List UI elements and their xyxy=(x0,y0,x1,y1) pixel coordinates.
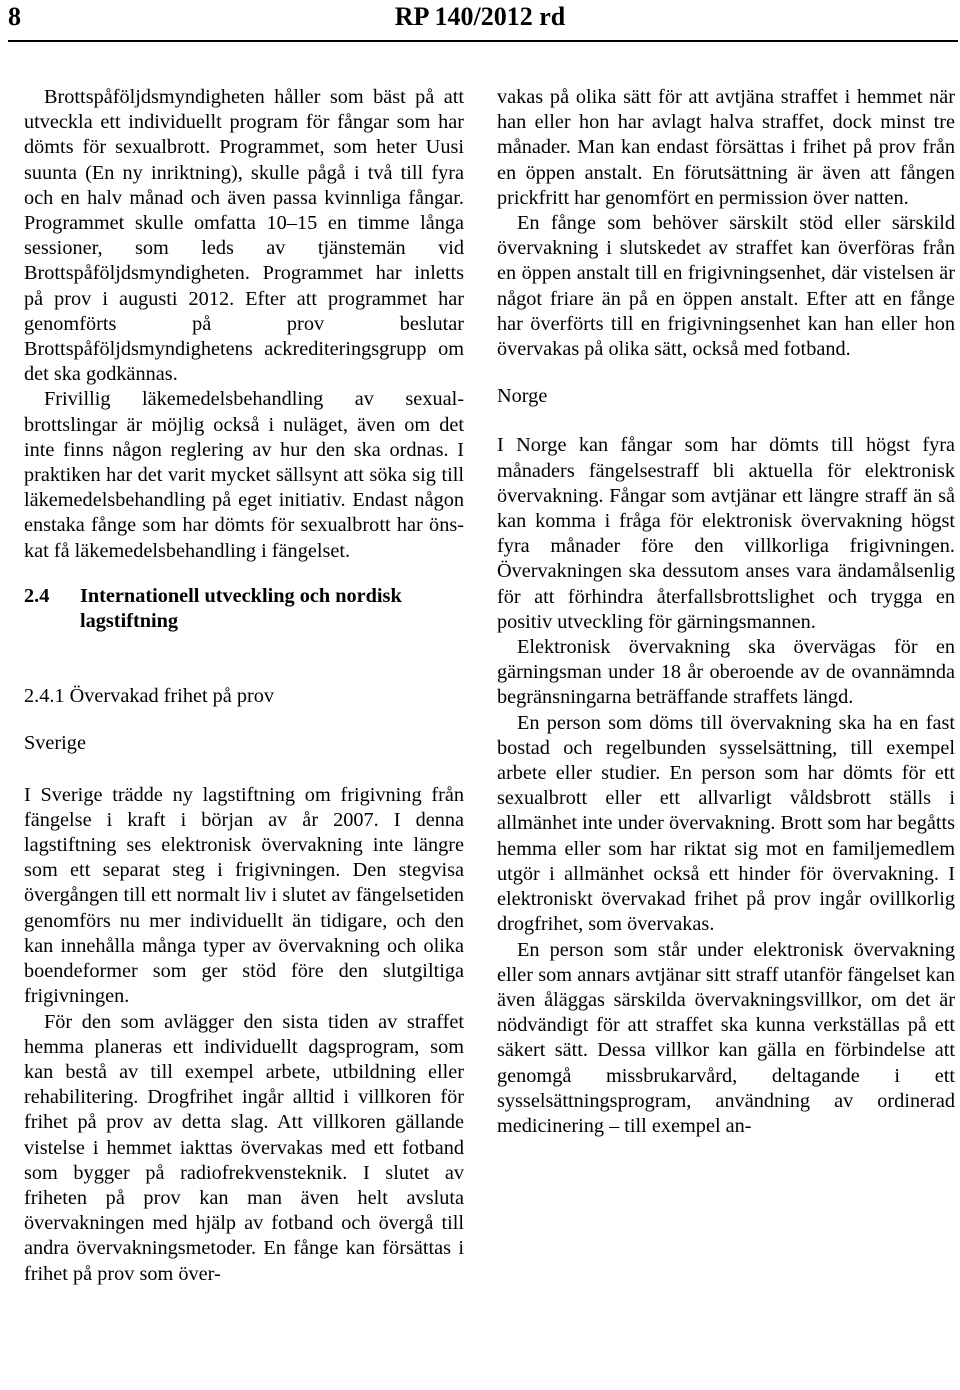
section-number: 2.4 xyxy=(24,584,50,607)
section-heading xyxy=(24,584,464,634)
right-column xyxy=(497,85,955,1139)
paragraph: I Norge kan fångar som har dömts till högst fyra månaders fängelsestraff bli aktuella för elektronisk övervakning. Fångar som avtjänar ett längre straff än så kan komma i fråga för elektronisk övervakning högst fyra månader före den villkorliga frigivningen. Övervakningen ska dessutom anses vara ändamålsenlig för att förhindra återfallsbrottslighet och trygga en positiv utveckling för gärningsmannen. xyxy=(497,434,955,633)
country-heading: Norge xyxy=(497,385,548,408)
page-number: 8 xyxy=(8,2,21,31)
paragraph: I Sverige trädde ny lagstiftning om frigivning från fängelse i kraft i början av år 2007. I denna lagstiftning ses elektronisk övervakning inte längre som ett separat steg i frigivningen. Den stegvisa övergången till ett normalt liv i slutet av fängelsetiden genomförs nu mer individuellt än tidigare, och den kan innehålla många typer av övervakning och olika boendeformer som ger stöd före den slutgiltiga frigivningen. xyxy=(24,783,464,1008)
paragraph: En person som står under elektronisk övervakning eller som annars avtjänar sitt straff utanför fängelset kan även åläggas särskilda övervakningsvillkor, om det är nödvändigt för att straffet ska kunna verkställas på ett säkert sätt. Dessa villkor kan gälla en förbindelse att genomgå missbrukarvård, deltagande i ett sysselsättningsprogram, användning av ordinerad medicinering – till exempel an- xyxy=(497,938,955,1137)
header-rule xyxy=(8,40,958,42)
paragraph: En person som döms till övervakning ska ha en fast bostad och regelbunden sysselsättning, till exempel arbete eller studier. En person som har dömts för ett sexualbrott eller ett allvarligt våldsbrott ställs i allmänhet inte under övervakning. Brott som har begåtts hemma eller som har riktat sig mot en familjemedlem utgör i allmänhet också ett hinder för övervakning. I elektroniskt övervakad frihet på prov ingår ovillkorlig drogfrihet, som övervakas. xyxy=(497,711,955,936)
paragraph: För den som avlägger den sista tiden av straffet hemma planeras ett individuellt dagsprogram, som kan bestå av till exempel arbete, utbildning eller rehabilitering. Drogfrihet ingår alltid i villkoren för frihet på prov av detta slag. Att villkoren gällande vistelse i hemmet iakttas övervakas med ett fotband som bygger på radiofrekvensteknik. I slutet av friheten på prov kan man även helt avsluta övervakningen med hjälp av fotband och övergå till andra övervakningsmetoder. En fånge kan försättas i frihet på prov som över- xyxy=(24,1010,464,1285)
subsection-heading: 2.4.1 Övervakad frihet på prov xyxy=(24,685,275,708)
left-column xyxy=(24,85,464,1287)
paragraph: Elektronisk övervakning ska övervägas för en gärningsman under 18 år oberoende av de ovannämnda begränsningarna beträffande straffets längd. xyxy=(497,636,955,709)
paragraph: Brottspåföljdsmyndigheten håller som bäst på att utveckla ett individuellt program för fångar som har dömts för sexualbrott. Programmet, som heter Uusi suunta (En ny inriktning), skulle pågå i två till fyra och en halv månad och även passa kvinnliga fångar. Programmet skulle omfatta 10–15 en timme långa sessioner, som leds av tjänstemän vid Brottspåföljdsmyndigheten. Programmet har inletts på prov i augusti 2012. Efter att programmet har genomförts på prov beslutar Brottspåföljdsmyndighetens ackrediteringsgrupp om det ska godkännas. xyxy=(24,86,464,386)
paragraph: vakas på olika sätt för att avtjäna straffet i hemmet när han eller hon har avlagt halva straffet, dock minst tre månader. Man kan endast försättas i frihet på prov från en öppen anstalt. En förutsättning är även att fången prickfritt har genomfört en permission över natten. xyxy=(497,86,955,209)
country-heading: Sverige xyxy=(24,732,86,755)
paragraph: En fånge som behöver särskilt stöd eller särskild övervakning i slutskedet av straffet kan överföras från en öppen anstalt till en frigivningsenhet, där vistelsen är något friare än på en öppen anstalt. Efter att en fånge har överförts till en frigivningsenhet kan han eller hon övervakas på olika sätt, också med fotband. xyxy=(497,212,955,361)
page-header xyxy=(0,0,960,48)
paragraph: Frivillig läkemedelsbehandling av sexualbrottslingar är möjlig också i nuläget, även om det inte finns någon reglering av hur den ska ordnas. I praktiken har det varit mycket sällsynt att söka sig till läkemedelsbehandling på eget initiativ. Endast någon enstaka fånge som har dömts för sexualbrott har önskat få läkemedelsbehandling i fängelset. xyxy=(24,388,464,562)
section-title: Internationell utveckling och nordisk lagstiftning xyxy=(80,584,402,633)
document-id: RP 140/2012 rd xyxy=(394,2,566,31)
